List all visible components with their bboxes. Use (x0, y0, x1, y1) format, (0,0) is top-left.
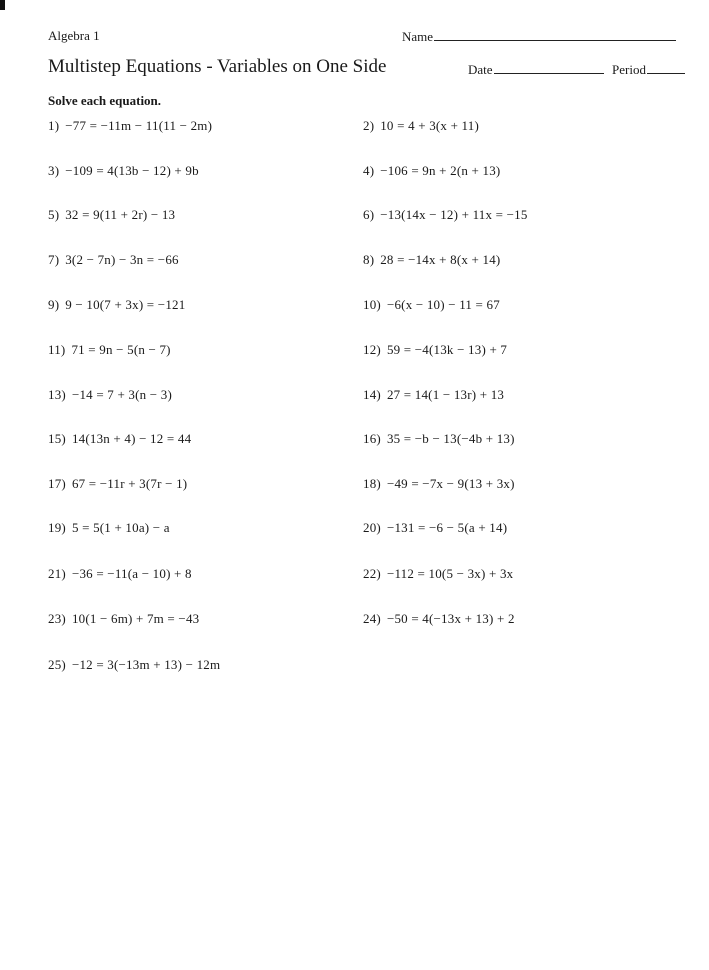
course-label: Algebra 1 (48, 28, 100, 43)
problem-14 (363, 387, 504, 403)
problem-15 (48, 431, 191, 447)
problem-number: 6) (363, 207, 375, 222)
problem-equation: −13(14x − 12) + 11x = −15 (380, 207, 528, 222)
problem-number: 4) (363, 163, 375, 178)
problem-number: 11) (48, 342, 66, 357)
problem-number: 25) (48, 657, 66, 672)
problem-18 (363, 476, 515, 492)
date-blank-line[interactable] (494, 61, 604, 74)
problem-equation: 71 = 9n − 5(n − 7) (71, 342, 171, 357)
problem-17 (48, 476, 187, 492)
problem-equation: 9 − 10(7 + 3x) = −121 (65, 297, 186, 312)
problem-equation: 27 = 14(1 − 13r) + 13 (386, 387, 505, 402)
problem-number: 2) (363, 118, 375, 133)
problem-number: 15) (48, 431, 66, 446)
problem-number: 12) (363, 342, 381, 357)
problem-number: 18) (363, 476, 381, 491)
problem-number: 7) (48, 252, 60, 267)
problem-1 (48, 118, 212, 134)
name-field[interactable] (402, 28, 676, 45)
problem-24 (363, 611, 515, 627)
problem-number: 8) (363, 252, 375, 267)
problem-equation: −49 = −7x − 9(13 + 3x) (386, 476, 515, 491)
problem-number: 24) (363, 611, 381, 626)
problem-19 (48, 520, 170, 536)
problem-equation: 32 = 9(11 + 2r) − 13 (65, 207, 176, 222)
worksheet-title: Multistep Equations - Variables on One Side (48, 56, 387, 77)
problem-6 (363, 207, 528, 223)
date-field[interactable] (468, 61, 604, 78)
problem-25 (48, 657, 220, 673)
problem-13 (48, 387, 172, 403)
problem-4 (363, 163, 500, 179)
problem-9 (48, 297, 185, 313)
date-label: Date (468, 62, 493, 77)
period-field[interactable] (612, 61, 685, 78)
problem-number: 22) (363, 566, 381, 581)
corner-scan-mark (0, 0, 5, 10)
problem-equation: 14(13n + 4) − 12 = 44 (71, 431, 192, 446)
problem-number: 17) (48, 476, 66, 491)
problem-21 (48, 566, 192, 582)
problem-equation: −6(x − 10) − 11 = 67 (386, 297, 500, 312)
problem-equation: −109 = 4(13b − 12) + 9b (65, 163, 199, 178)
problem-number: 19) (48, 520, 66, 535)
problem-number: 16) (363, 431, 381, 446)
problem-10 (363, 297, 500, 313)
problem-20 (363, 520, 507, 536)
problem-number: 13) (48, 387, 66, 402)
problem-equation: −12 = 3(−13m + 13) − 12m (71, 657, 221, 672)
problem-16 (363, 431, 515, 447)
instructions: Solve each equation. (48, 93, 162, 108)
problem-equation: −131 = −6 − 5(a + 14) (386, 520, 508, 535)
problem-23 (48, 611, 199, 627)
problem-equation: 28 = −14x + 8(x + 14) (380, 252, 501, 267)
problem-equation: 10(1 − 6m) + 7m = −43 (71, 611, 200, 626)
problem-22 (363, 566, 513, 582)
problem-8 (363, 252, 500, 268)
problem-equation: 10 = 4 + 3(x + 11) (380, 118, 480, 133)
problem-number: 5) (48, 207, 60, 222)
name-blank-line[interactable] (434, 28, 676, 41)
problem-equation: −36 = −11(a − 10) + 8 (71, 566, 192, 581)
problem-11 (48, 342, 171, 358)
problem-2 (363, 118, 479, 134)
problem-equation: −50 = 4(−13x + 13) + 2 (386, 611, 515, 626)
problem-equation: −77 = −11m − 11(11 − 2m) (65, 118, 213, 133)
problem-number: 20) (363, 520, 381, 535)
problem-equation: −14 = 7 + 3(n − 3) (71, 387, 173, 402)
problem-number: 10) (363, 297, 381, 312)
problem-number: 1) (48, 118, 60, 133)
problem-number: 9) (48, 297, 60, 312)
problem-number: 23) (48, 611, 66, 626)
problem-3 (48, 163, 199, 179)
problem-7 (48, 252, 179, 268)
period-label: Period (612, 62, 646, 77)
problem-equation: 3(2 − 7n) − 3n = −66 (65, 252, 179, 267)
problem-number: 21) (48, 566, 66, 581)
problem-equation: 59 = −4(13k − 13) + 7 (386, 342, 508, 357)
problem-12 (363, 342, 507, 358)
problem-5 (48, 207, 175, 223)
name-label: Name (402, 29, 434, 44)
problem-equation: −106 = 9n + 2(n + 13) (380, 163, 501, 178)
period-blank-line[interactable] (647, 61, 685, 74)
problem-equation: 35 = −b − 13(−4b + 13) (386, 431, 515, 446)
problem-number: 3) (48, 163, 60, 178)
problem-equation: −112 = 10(5 − 3x) + 3x (386, 566, 514, 581)
problem-equation: 5 = 5(1 + 10a) − a (71, 520, 170, 535)
problem-number: 14) (363, 387, 381, 402)
problem-equation: 67 = −11r + 3(7r − 1) (71, 476, 188, 491)
